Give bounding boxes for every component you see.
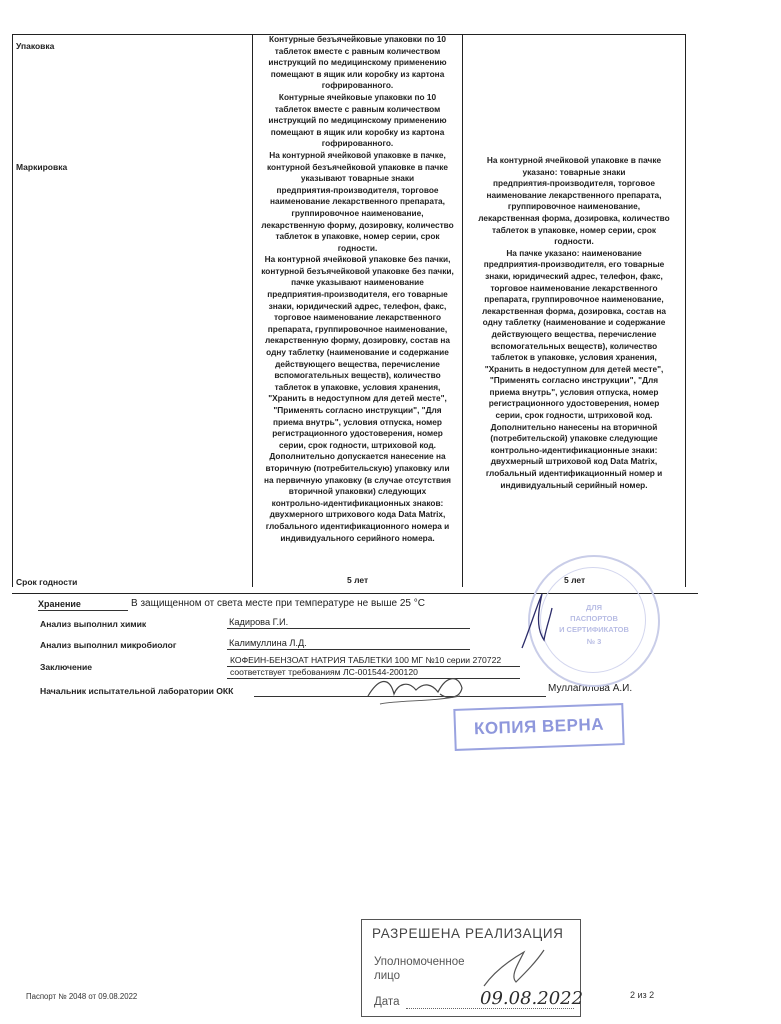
microbiologist-name: Калимуллина Л.Д. <box>229 638 307 648</box>
chemist-label: Анализ выполнил химик <box>40 619 147 629</box>
result-shelf-life: 5 лет <box>564 575 586 585</box>
requirements-column <box>253 34 462 544</box>
authorized-person-label: Уполномоченное <box>374 956 465 968</box>
row-label-marking: Маркировка <box>16 162 68 172</box>
result-paragraph: На контурной ячейковой упаковке в пачке указано: товарные знаки предприятия-производителя, торговое наименование лекарственного препарата, группировочное наименование, лекарственная форма, дозировка, количество таблеток в упаковке, номер серии, срок годности. <box>478 155 670 247</box>
date-label: Дата <box>374 996 400 1008</box>
table-border-right <box>685 34 686 587</box>
round-stamp-line-2: ПАСПОРТОВ <box>570 614 618 623</box>
conclusion-line-2: соответствует требованиям ЛС-001544-200120 <box>230 667 418 677</box>
date-line <box>406 1008 574 1009</box>
page-counter: 2 из 2 <box>630 990 655 1000</box>
table-border-left <box>12 34 13 587</box>
requirement-paragraph: Контурные ячейковые упаковки по 10 таблеток вместе с равным количеством инструкций по медицинскому применению помещают в ящик или коробку из картона гофрированного. <box>268 91 447 149</box>
realization-title: РАЗРЕШЕНА РЕАЛИЗАЦИЯ <box>372 926 564 941</box>
conclusion-label: Заключение <box>40 662 93 672</box>
authorized-person-label-2: лицо <box>374 970 400 982</box>
copy-verified-stamp: КОПИЯ ВЕРНА <box>453 703 624 751</box>
round-stamp-line-4: № 3 <box>586 637 602 646</box>
round-stamp-line-1: ДЛЯ <box>586 603 602 612</box>
requirement-paragraph: На контурной ячейковой упаковке в пачке, контурной безъячейковой упаковке в пачке указывают товарные знаки предприятия-производителя, торговое наименование лекарственного препарата, группировочное наименование, лекарственную форму, дозировку, количество таблеток в упаковке, номер серии, срок годности. <box>261 149 454 253</box>
passport-number: Паспорт № 2048 от 09.08.2022 <box>26 992 138 1001</box>
head-signature <box>360 666 470 711</box>
head-label: Начальник испытательной лаборатории ОКК <box>40 686 234 696</box>
storage-value: В защищенном от света месте при температуре не выше 25 °С <box>131 598 425 609</box>
chemist-underline <box>227 628 470 629</box>
requirement-paragraph: На контурной ячейковой упаковке без пачки, контурной безъячейковой упаковке без пачки, пачке указывают наименование предприятия-производителя, его товарные знаки, юридический адрес, телефон, факс, торговое наименование лекарственного препарата, группировочное наименование, лекарственную форму, дозировку, состав на одну таблетку (наименование и содержание действующего вещества, перечисление вспомогательных веществ), количество таблеток в упаковке, условия хранения, "Хранить в недоступном для детей месте", "Применять согласно инструкции", "Для приема внутрь", условия отпуска, номер регистрационного удостоверения, номер серии, срок годности, штриховой код. <box>261 254 454 450</box>
chemist-signature <box>516 588 556 658</box>
result-paragraph: На пачке указано: наименование предприятия-производителя, его товарные знаки, юридический адрес, телефон, факс, торговое наименование лекарственного препарата, группировочное наименование, лекарственная форма, дозировка, состав на одну таблетку (наименование и содержание действующего вещества, перечисление вспомогательных веществ), количество таблеток в упаковке, условия хранения, "Хранить в недоступном для детей месте", "Применять согласно инструкции", "Для приема внутрь", условия отпуска, номер регистрационного удостоверения, номер серии, срок годности, штриховой код. Дополнительно нанесены на вторичной (потребительской) упаковке следующие контрольно-идентификационные знаки: двухмерный штриховой код Data Matrix, глобальный идентификационный номер и индивидуальный серийный номер. <box>481 247 667 490</box>
table-divider-2 <box>462 34 463 587</box>
row-label-shelf-life: Срок годности <box>16 577 78 587</box>
authorized-signature <box>480 942 550 992</box>
requirement-paragraph: Дополнительно допускается нанесение на вторичную (потребительскую) упаковку или на первичную упаковку (в случае отсутствия вторичной упаковки) следующих контрольно-идентификационных знаков: двухмерного штрихового кода Data Matrix, глобального идентификационного номера и индивидуального серийного номера. <box>264 451 451 543</box>
storage-label: Хранение <box>38 599 81 609</box>
requirement-paragraph: Контурные безъячейковые упаковки по 10 таблеток вместе с равным количеством инструкций по медицинскому применению помещают в ящик или коробку из картона гофрированного. <box>268 34 447 91</box>
requirement-shelf-life: 5 лет <box>347 575 369 585</box>
specification-table <box>12 34 686 587</box>
conclusion-line-1: КОФЕИН-БЕНЗОАТ НАТРИЯ ТАБЛЕТКИ 100 МГ №10 серии 270722 <box>230 655 502 665</box>
microbiologist-label: Анализ выполнил микробиолог <box>40 640 177 650</box>
chemist-name: Кадирова Г.И. <box>229 617 289 627</box>
realization-date: 09.08.2022 <box>480 988 584 1009</box>
storage-underline <box>38 610 128 611</box>
microbiologist-underline <box>227 649 470 650</box>
round-stamp-line-3: И СЕРТИФИКАТОВ <box>559 625 629 634</box>
realization-stamp-box <box>361 919 584 1017</box>
head-name: Муллагилова А.И. <box>548 683 633 694</box>
results-column <box>464 155 684 491</box>
row-label-packaging: Упаковка <box>16 41 55 51</box>
